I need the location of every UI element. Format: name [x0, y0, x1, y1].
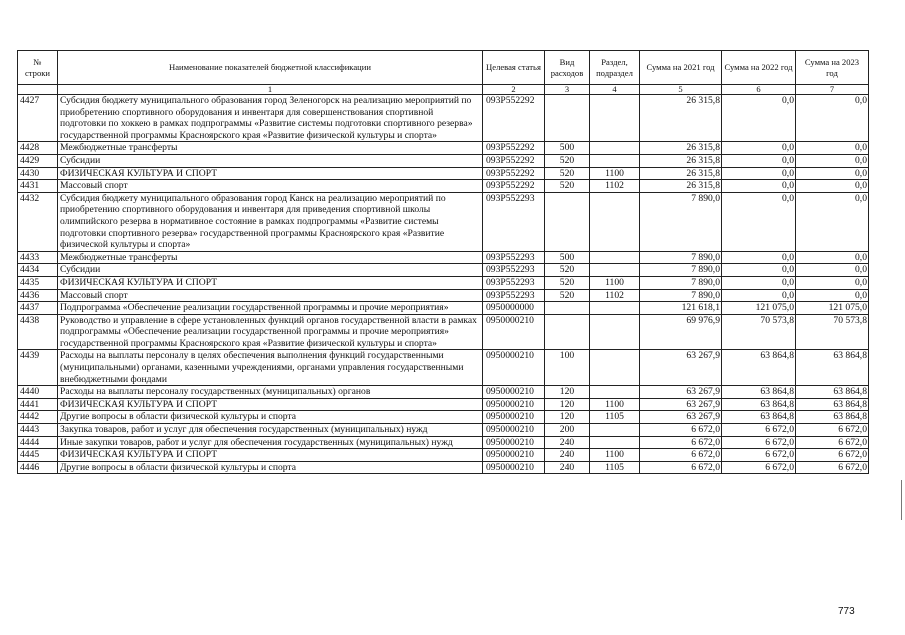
row-sum-2023: 0,0: [796, 276, 869, 289]
row-expense-type: [545, 302, 590, 315]
row-target-article: 093Р552293: [483, 192, 545, 251]
row-sum-2022: 0,0: [722, 251, 796, 264]
row-number: 4435: [18, 276, 58, 289]
table-row: [18, 264, 869, 277]
row-section: [590, 154, 640, 167]
row-expense-type: 500: [545, 142, 590, 155]
table-row: [18, 398, 869, 411]
row-sum-2023: 63 864,8: [796, 411, 869, 424]
row-number: 4434: [18, 264, 58, 277]
row-sum-2021: 7 890,0: [640, 192, 722, 251]
row-sum-2021: 7 890,0: [640, 289, 722, 302]
row-section: 1100: [590, 449, 640, 462]
row-name: ФИЗИЧЕСКАЯ КУЛЬТУРА И СПОРТ: [58, 276, 483, 289]
row-sum-2023: 70 573,8: [796, 314, 869, 350]
row-sum-2022: 0,0: [722, 289, 796, 302]
table-header-row: [18, 51, 869, 85]
row-sum-2021: 6 672,0: [640, 449, 722, 462]
row-number: 4427: [18, 95, 58, 142]
row-sum-2023: 0,0: [796, 180, 869, 193]
row-expense-type: [545, 314, 590, 350]
row-sum-2021: 6 672,0: [640, 436, 722, 449]
row-sum-2021: 26 315,8: [640, 142, 722, 155]
row-target-article: 093Р552292: [483, 154, 545, 167]
table-row: [18, 95, 869, 142]
table-row: [18, 276, 869, 289]
column-number: 1: [58, 85, 483, 95]
row-sum-2023: 0,0: [796, 154, 869, 167]
header-expense-type: Вид расходов: [545, 51, 590, 85]
row-sum-2022: 70 573,8: [722, 314, 796, 350]
row-expense-type: 120: [545, 386, 590, 399]
row-target-article: 093Р552293: [483, 289, 545, 302]
row-number: 4442: [18, 411, 58, 424]
row-name: Руководство и управление в сфере установленных функций органов государственной власти в рамках подпрограммы «Обеспечение реализации государственной программы и прочие мероприятия» государственной программы Красноярского края «Развитие физической культуры и спорта»: [58, 314, 483, 350]
row-target-article: 0950000210: [483, 314, 545, 350]
row-number: 4429: [18, 154, 58, 167]
row-number: 4445: [18, 449, 58, 462]
row-section: 1105: [590, 411, 640, 424]
row-sum-2022: 0,0: [722, 276, 796, 289]
header-row-number: № строки: [18, 51, 58, 85]
row-sum-2022: 63 864,8: [722, 386, 796, 399]
row-name: Другие вопросы в области физической культуры и спорта: [58, 411, 483, 424]
row-sum-2022: 0,0: [722, 95, 796, 142]
row-number: 4433: [18, 251, 58, 264]
budget-table: [17, 50, 869, 474]
table-row: [18, 289, 869, 302]
row-target-article: 0950000210: [483, 350, 545, 386]
row-sum-2022: 0,0: [722, 264, 796, 277]
row-name: Другие вопросы в области физической культуры и спорта: [58, 461, 483, 474]
row-sum-2023: 0,0: [796, 251, 869, 264]
row-name: Массовый спорт: [58, 180, 483, 193]
row-section: [590, 424, 640, 437]
row-target-article: 0950000210: [483, 386, 545, 399]
row-number: 4446: [18, 461, 58, 474]
header-target-article: Целевая статья: [483, 51, 545, 85]
table-body: [18, 95, 869, 474]
row-number: 4440: [18, 386, 58, 399]
row-target-article: 093Р552292: [483, 142, 545, 155]
row-number: 4431: [18, 180, 58, 193]
row-number: 4436: [18, 289, 58, 302]
row-name: Иные закупки товаров, работ и услуг для обеспечения государственных (муниципальных) нужд: [58, 436, 483, 449]
row-target-article: 093Р552293: [483, 276, 545, 289]
row-sum-2023: 0,0: [796, 142, 869, 155]
page-number: 773: [838, 606, 855, 617]
row-sum-2022: 63 864,8: [722, 411, 796, 424]
table-row: [18, 314, 869, 350]
row-sum-2023: 0,0: [796, 264, 869, 277]
row-target-article: 093Р552293: [483, 251, 545, 264]
row-number: 4430: [18, 167, 58, 180]
row-target-article: 0950000210: [483, 449, 545, 462]
row-number: 4437: [18, 302, 58, 315]
table-row: [18, 142, 869, 155]
row-name: Закупка товаров, работ и услуг для обеспечения государственных (муниципальных) нужд: [58, 424, 483, 437]
table-row: [18, 350, 869, 386]
table-row: [18, 167, 869, 180]
row-sum-2023: 0,0: [796, 95, 869, 142]
table-row: [18, 461, 869, 474]
row-expense-type: 520: [545, 154, 590, 167]
row-sum-2022: 0,0: [722, 167, 796, 180]
row-number: 4438: [18, 314, 58, 350]
row-sum-2021: 6 672,0: [640, 461, 722, 474]
row-target-article: 0950000210: [483, 436, 545, 449]
row-name: ФИЗИЧЕСКАЯ КУЛЬТУРА И СПОРТ: [58, 449, 483, 462]
row-sum-2022: 0,0: [722, 142, 796, 155]
row-number: 4432: [18, 192, 58, 251]
row-target-article: 0950000210: [483, 398, 545, 411]
row-sum-2023: 63 864,8: [796, 386, 869, 399]
header-name: Наименование показателей бюджетной классификации: [58, 51, 483, 85]
table-row: [18, 411, 869, 424]
table-row: [18, 192, 869, 251]
row-name: Расходы на выплаты персоналу в целях обеспечения выполнения функций государственными (муниципальными) органами, казенными учреждениями, органами управления государственными внебюджетными фондами: [58, 350, 483, 386]
row-number: 4428: [18, 142, 58, 155]
row-expense-type: 520: [545, 167, 590, 180]
row-expense-type: [545, 192, 590, 251]
table-row: [18, 436, 869, 449]
row-sum-2023: 6 672,0: [796, 461, 869, 474]
header-section: Раздел, подраздел: [590, 51, 640, 85]
row-sum-2023: 63 864,8: [796, 350, 869, 386]
row-section: [590, 264, 640, 277]
row-expense-type: 520: [545, 180, 590, 193]
row-sum-2021: 121 618,1: [640, 302, 722, 315]
row-sum-2022: 0,0: [722, 154, 796, 167]
row-sum-2021: 7 890,0: [640, 276, 722, 289]
row-target-article: 0950000210: [483, 411, 545, 424]
row-section: [590, 95, 640, 142]
row-sum-2021: 63 267,9: [640, 398, 722, 411]
column-number: 2: [483, 85, 545, 95]
row-sum-2022: 63 864,8: [722, 398, 796, 411]
row-number: 4441: [18, 398, 58, 411]
column-number: 4: [590, 85, 640, 95]
scan-edge-mark: [901, 480, 902, 520]
row-target-article: 093Р552293: [483, 264, 545, 277]
row-sum-2022: 63 864,8: [722, 350, 796, 386]
row-expense-type: 520: [545, 289, 590, 302]
row-number: 4444: [18, 436, 58, 449]
row-section: [590, 302, 640, 315]
row-sum-2021: 26 315,8: [640, 154, 722, 167]
row-sum-2023: 63 864,8: [796, 398, 869, 411]
row-expense-type: 120: [545, 411, 590, 424]
column-number: 7: [796, 85, 869, 95]
row-sum-2021: 63 267,9: [640, 350, 722, 386]
table-row: [18, 154, 869, 167]
row-name: Расходы на выплаты персоналу государственных (муниципальных) органов: [58, 386, 483, 399]
row-expense-type: 520: [545, 264, 590, 277]
row-target-article: 0950000000: [483, 302, 545, 315]
column-number-row: [18, 85, 869, 95]
row-name: ФИЗИЧЕСКАЯ КУЛЬТУРА И СПОРТ: [58, 167, 483, 180]
row-section: [590, 192, 640, 251]
row-section: [590, 436, 640, 449]
row-sum-2022: 6 672,0: [722, 449, 796, 462]
row-target-article: 093Р552292: [483, 167, 545, 180]
table-row: [18, 386, 869, 399]
row-number: 4439: [18, 350, 58, 386]
row-sum-2023: 6 672,0: [796, 424, 869, 437]
row-target-article: 093Р552292: [483, 180, 545, 193]
row-sum-2022: 0,0: [722, 180, 796, 193]
row-section: 1100: [590, 167, 640, 180]
row-expense-type: 240: [545, 449, 590, 462]
row-section: [590, 350, 640, 386]
table-row: [18, 449, 869, 462]
column-number: 3: [545, 85, 590, 95]
row-sum-2021: 26 315,8: [640, 167, 722, 180]
row-sum-2021: 26 315,8: [640, 180, 722, 193]
row-sum-2023: 0,0: [796, 192, 869, 251]
row-expense-type: [545, 95, 590, 142]
row-sum-2023: 0,0: [796, 289, 869, 302]
budget-table-sheet: [17, 50, 868, 474]
row-expense-type: 240: [545, 436, 590, 449]
row-sum-2021: 7 890,0: [640, 264, 722, 277]
row-name: Подпрограмма «Обеспечение реализации государственной программы и прочие мероприятия»: [58, 302, 483, 315]
row-name: Межбюджетные трансферты: [58, 142, 483, 155]
row-target-article: 0950000210: [483, 461, 545, 474]
row-sum-2023: 0,0: [796, 167, 869, 180]
row-section: [590, 251, 640, 264]
column-number: [18, 85, 58, 95]
row-sum-2023: 6 672,0: [796, 436, 869, 449]
row-expense-type: 240: [545, 461, 590, 474]
row-section: 1100: [590, 398, 640, 411]
table-row: [18, 302, 869, 315]
header-sum-2022: Сумма на 2022 год: [722, 51, 796, 85]
row-sum-2021: 63 267,9: [640, 386, 722, 399]
row-section: 1102: [590, 180, 640, 193]
row-sum-2022: 121 075,0: [722, 302, 796, 315]
row-expense-type: 500: [545, 251, 590, 264]
row-section: 1102: [590, 289, 640, 302]
row-expense-type: 100: [545, 350, 590, 386]
column-number: 6: [722, 85, 796, 95]
row-section: 1100: [590, 276, 640, 289]
row-expense-type: 120: [545, 398, 590, 411]
row-expense-type: 200: [545, 424, 590, 437]
row-target-article: 093Р552292: [483, 95, 545, 142]
row-sum-2021: 6 672,0: [640, 424, 722, 437]
row-sum-2022: 6 672,0: [722, 461, 796, 474]
row-target-article: 0950000210: [483, 424, 545, 437]
row-sum-2022: 0,0: [722, 192, 796, 251]
row-sum-2021: 63 267,9: [640, 411, 722, 424]
row-expense-type: 520: [545, 276, 590, 289]
table-row: [18, 180, 869, 193]
header-sum-2021: Сумма на 2021 год: [640, 51, 722, 85]
row-section: [590, 386, 640, 399]
row-sum-2021: 69 976,9: [640, 314, 722, 350]
row-sum-2021: 26 315,8: [640, 95, 722, 142]
row-name: Субсидия бюджету муниципального образования город Зеленогорск на реализацию мероприятий по приобретению спортивного оборудования и инвентаря для совершенствования спортивной подготовки по хоккею в рамках подпрограммы «Развитие системы подготовки спортивного резерва» государственной программы Красноярского края «Развитие физической культуры и спорта»: [58, 95, 483, 142]
table-row: [18, 251, 869, 264]
row-sum-2021: 7 890,0: [640, 251, 722, 264]
row-section: [590, 314, 640, 350]
row-sum-2023: 121 075,0: [796, 302, 869, 315]
column-number: 5: [640, 85, 722, 95]
table-row: [18, 424, 869, 437]
row-name: Субсидии: [58, 154, 483, 167]
row-name: ФИЗИЧЕСКАЯ КУЛЬТУРА И СПОРТ: [58, 398, 483, 411]
row-name: Субсидии: [58, 264, 483, 277]
row-section: [590, 142, 640, 155]
row-name: Массовый спорт: [58, 289, 483, 302]
row-sum-2022: 6 672,0: [722, 436, 796, 449]
row-sum-2023: 6 672,0: [796, 449, 869, 462]
row-name: Межбюджетные трансферты: [58, 251, 483, 264]
row-sum-2022: 6 672,0: [722, 424, 796, 437]
row-number: 4443: [18, 424, 58, 437]
header-sum-2023: Сумма на 2023 год: [796, 51, 869, 85]
row-name: Субсидия бюджету муниципального образования город Канск на реализацию мероприятий по приобретению спортивного оборудования и инвентаря для приведения спортивной школы олимпийского резерва в нормативное состояние в рамках подпрограммы «Развитие системы подготовки спортивного резерва» государственной программы Красноярского края «Развитие физической культуры и спорта»: [58, 192, 483, 251]
row-section: 1105: [590, 461, 640, 474]
